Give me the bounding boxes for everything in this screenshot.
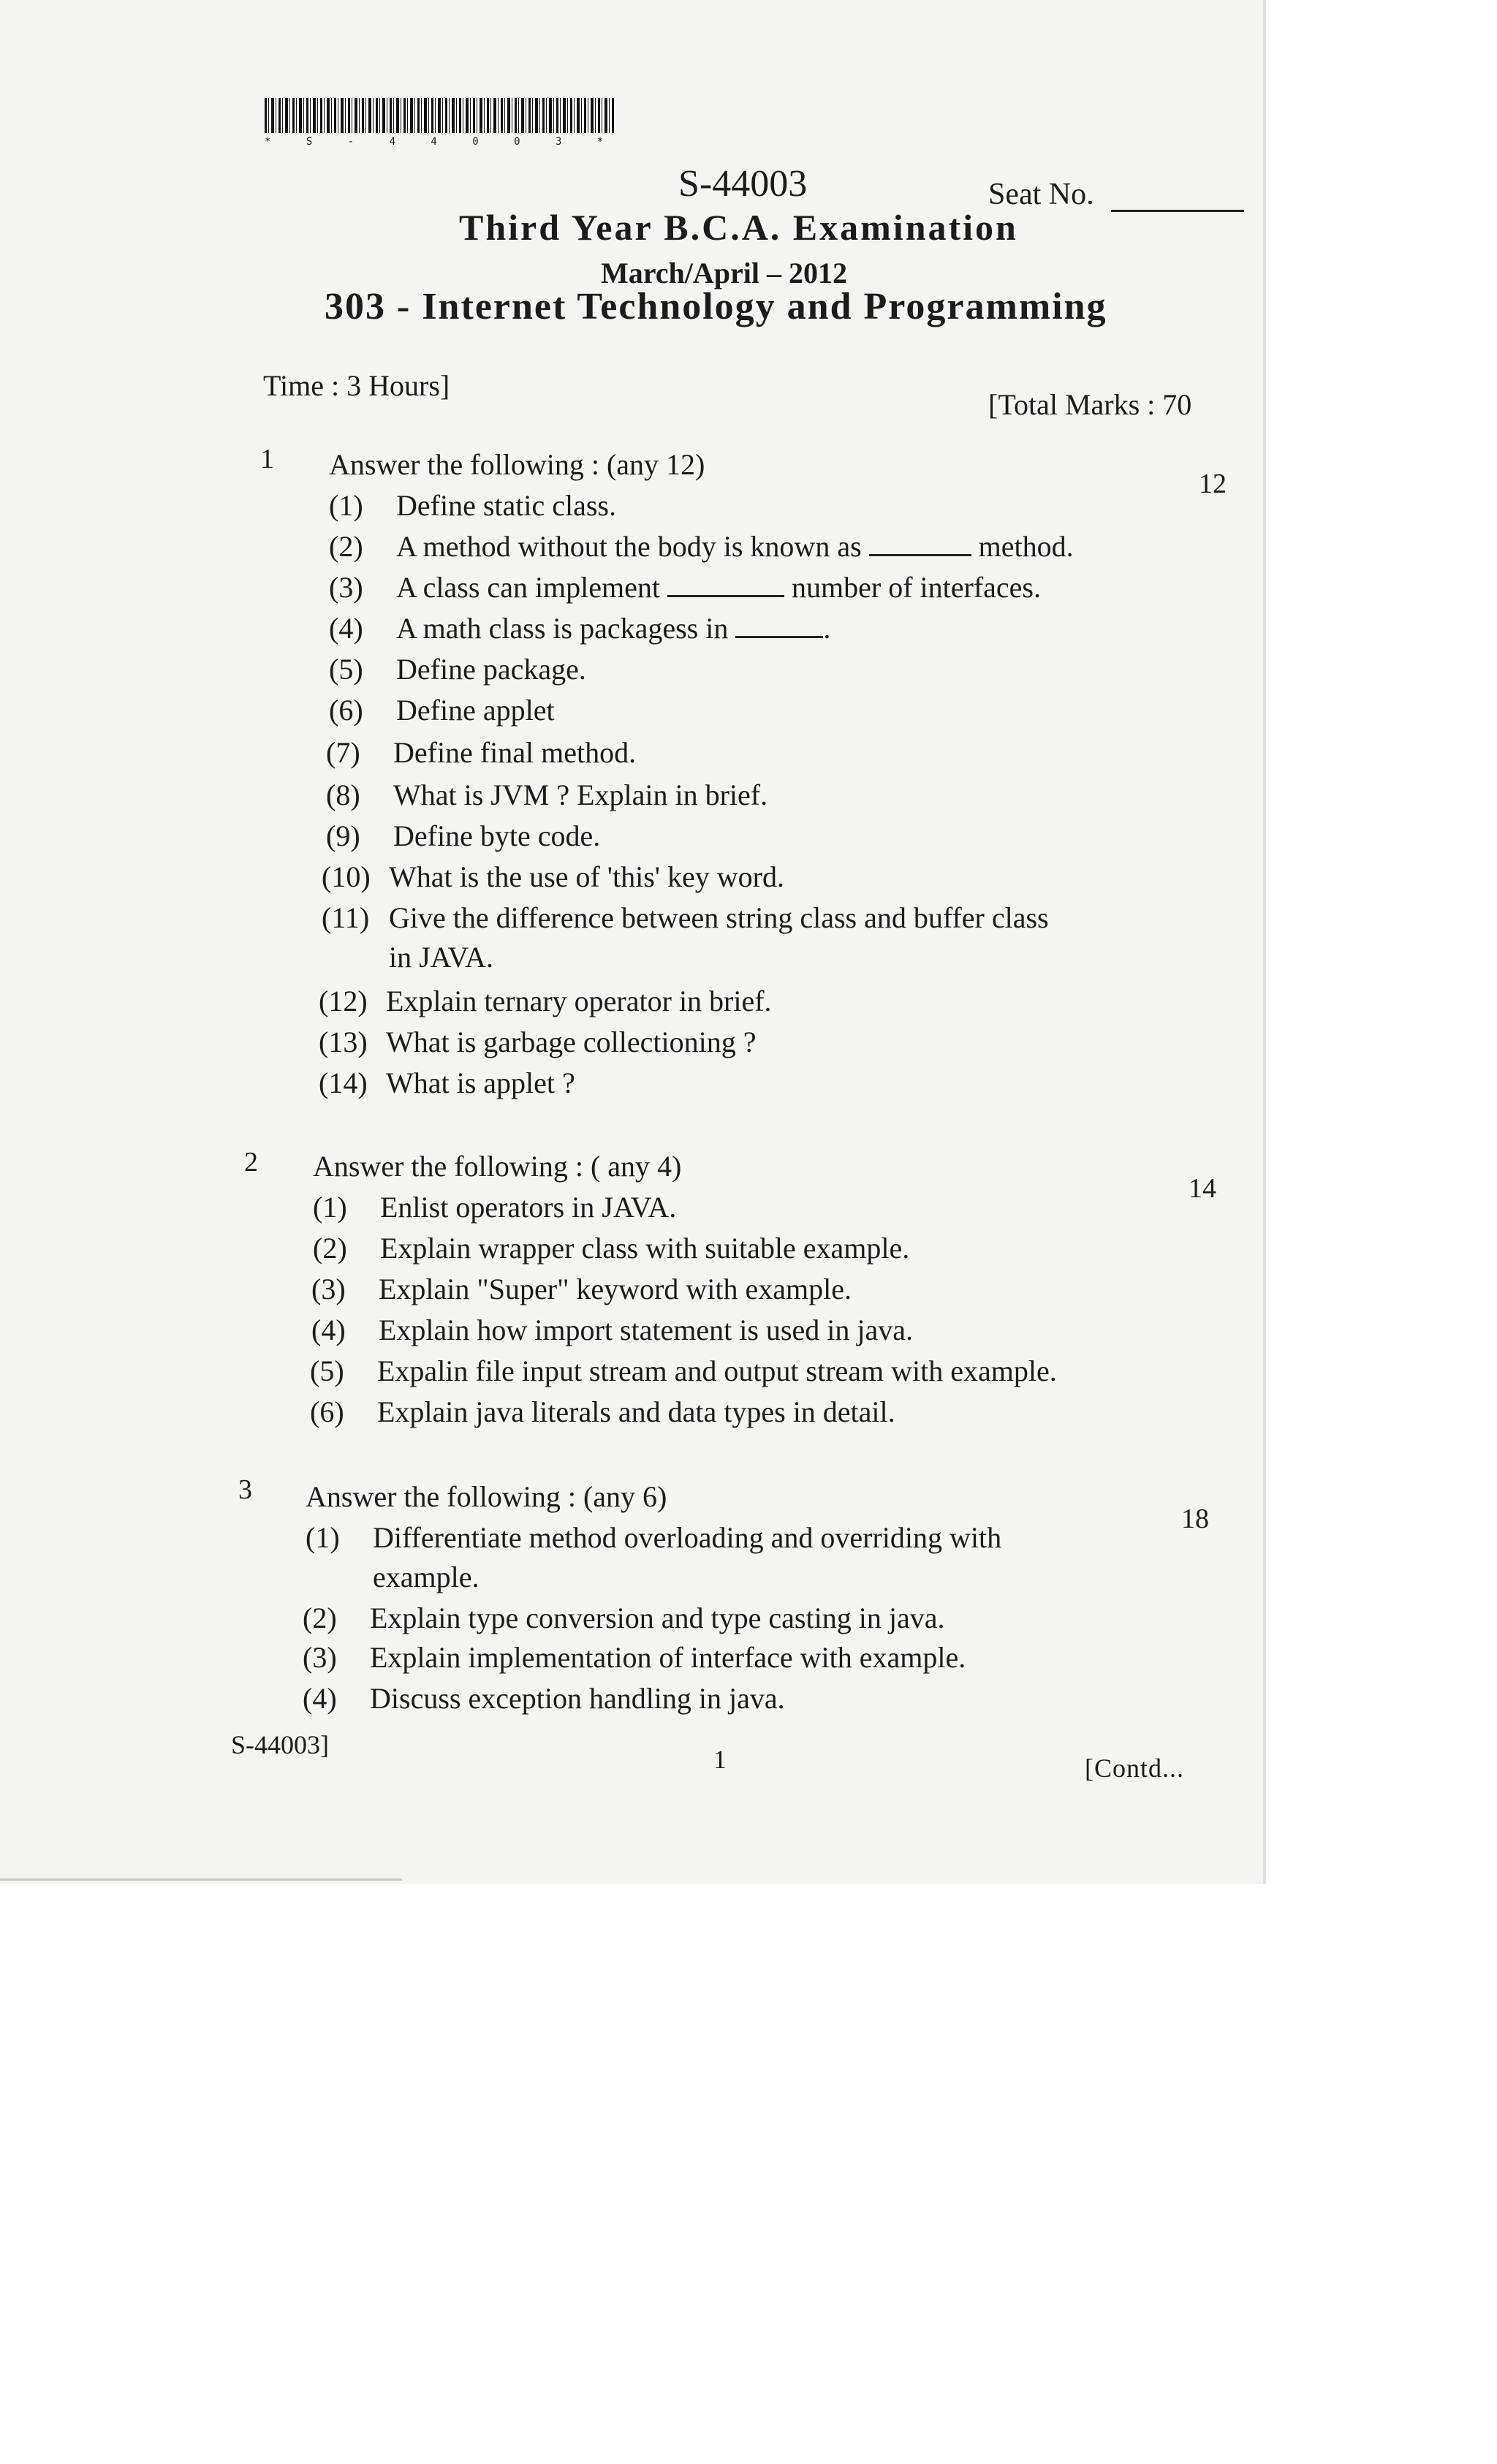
seat-no-label: Seat No. <box>988 178 1094 211</box>
item-text: What is applet ? <box>386 1066 575 1099</box>
item-text: Explain wrapper class with suitable example. <box>380 1232 910 1265</box>
exam-title: Third Year B.C.A. Examination <box>459 207 1018 248</box>
item-number: (4) <box>329 612 363 645</box>
footer-paper-code: S-44003] <box>231 1730 329 1759</box>
question-heading: Answer the following : (any 6) <box>306 1480 667 1513</box>
item-text: Differentiate method overloading and overriding with <box>373 1521 1002 1554</box>
item-text: A class can implement <box>396 571 661 604</box>
item-number: (3) <box>329 571 363 604</box>
question-item <box>303 1601 944 1635</box>
item-text-continuation: example. <box>373 1561 480 1593</box>
question-marks: 12 <box>1199 469 1227 499</box>
question-item <box>326 735 636 770</box>
item-text: What is garbage collectioning ? <box>386 1026 757 1058</box>
question-number: 2 <box>244 1147 258 1178</box>
item-text: Define package. <box>396 653 586 686</box>
item-number: (6) <box>310 1395 344 1428</box>
question-item <box>326 819 600 853</box>
page-number: 1 <box>713 1745 727 1774</box>
item-text: Explain type conversion and type casting in java. <box>370 1601 945 1634</box>
question-item <box>319 1066 575 1100</box>
question-item <box>329 570 1041 604</box>
item-text-suffix: method. <box>978 530 1074 563</box>
item-text: Explain "Super" keyword with example. <box>379 1273 852 1305</box>
item-number: (1) <box>329 489 363 522</box>
item-text: What is JVM ? Explain in brief. <box>393 778 768 811</box>
item-text: What is the use of 'this' key word. <box>389 860 784 893</box>
item-text: Discuss exception handling in java. <box>370 1682 785 1715</box>
question-number: 3 <box>238 1474 252 1505</box>
exam-session: March/April – 2012 <box>601 257 848 289</box>
question-item <box>311 1272 852 1306</box>
question-item <box>329 488 616 523</box>
question-item <box>329 652 586 686</box>
question-item <box>311 1313 913 1347</box>
question-item <box>310 1354 1057 1388</box>
question-item <box>322 901 1049 935</box>
item-number: (5) <box>329 653 363 686</box>
item-number: (2) <box>303 1601 337 1634</box>
barcode-text: * S - 4 4 0 0 3 * <box>265 136 618 148</box>
question-item <box>322 860 784 894</box>
question-marks: 14 <box>1189 1173 1216 1204</box>
question-marks: 18 <box>1181 1504 1209 1534</box>
item-number: (7) <box>326 736 360 769</box>
paper-code: S-44003 <box>678 163 808 205</box>
item-number: (2) <box>313 1232 347 1265</box>
item-number: (14) <box>319 1066 368 1099</box>
question-item <box>306 1520 1001 1555</box>
question-item <box>326 778 768 812</box>
page-bottom-edge <box>0 1879 402 1881</box>
question-item <box>329 611 830 645</box>
item-number: (1) <box>313 1191 347 1224</box>
item-text: Explain ternary operator in brief. <box>386 985 772 1017</box>
item-number: (10) <box>322 860 371 893</box>
question-item <box>303 1681 785 1716</box>
item-text: A method without the body is known as <box>396 530 862 563</box>
total-marks: [Total Marks : 70 <box>988 388 1192 421</box>
paper-title: 303 - Internet Technology and Programming <box>325 286 1107 327</box>
item-text-suffix: . <box>823 612 831 645</box>
item-number: (1) <box>306 1521 340 1554</box>
question-item <box>329 529 1074 564</box>
item-text: Explain how import statement is used in java. <box>379 1313 913 1346</box>
item-number: (12) <box>319 985 368 1017</box>
exam-time: Time : 3 Hours] <box>263 369 450 402</box>
question-heading: Answer the following : (any 12) <box>329 448 705 481</box>
item-text: A math class is packagess in <box>396 612 729 645</box>
item-text: Define applet <box>396 694 555 727</box>
item-text: Define final method. <box>393 736 637 769</box>
fill-in-blank <box>735 614 823 638</box>
question-item <box>313 1190 676 1224</box>
item-number: (13) <box>319 1026 368 1058</box>
item-number: (8) <box>326 778 360 811</box>
fill-in-blank <box>869 532 971 556</box>
question-item <box>319 984 772 1018</box>
item-text: Define byte code. <box>393 819 601 852</box>
continued-label: [Contd... <box>1085 1754 1185 1783</box>
item-number: (11) <box>322 901 370 934</box>
item-number: (9) <box>326 819 360 852</box>
question-item <box>313 1231 909 1265</box>
item-text-continuation: in JAVA. <box>389 941 494 974</box>
barcode-bars <box>265 98 615 133</box>
item-text: Explain java literals and data types in detail. <box>377 1395 895 1428</box>
item-number: (2) <box>329 530 363 563</box>
question-number: 1 <box>260 444 274 474</box>
item-number: (3) <box>311 1273 346 1305</box>
item-text: Expalin file input stream and output stream with example. <box>377 1354 1057 1387</box>
fill-in-blank <box>667 573 784 597</box>
item-text: Explain implementation of interface with example. <box>370 1641 966 1674</box>
item-number: (3) <box>303 1641 337 1674</box>
seat-no-blank <box>1111 210 1244 212</box>
item-number: (4) <box>311 1313 346 1346</box>
item-text: Give the difference between string class and buffer class <box>389 901 1049 934</box>
item-text-suffix: number of interfaces. <box>792 571 1041 604</box>
item-number: (5) <box>310 1354 344 1387</box>
question-item <box>319 1025 756 1059</box>
question-heading: Answer the following : ( any 4) <box>313 1150 682 1183</box>
barcode <box>265 98 618 148</box>
question-item <box>310 1395 895 1429</box>
question-item <box>303 1640 966 1675</box>
item-number: (6) <box>329 694 363 727</box>
question-item <box>329 693 555 727</box>
page-edge <box>1263 0 1266 1884</box>
item-text: Enlist operators in JAVA. <box>380 1191 677 1224</box>
item-text: Define static class. <box>396 489 616 522</box>
item-number: (4) <box>303 1682 337 1715</box>
